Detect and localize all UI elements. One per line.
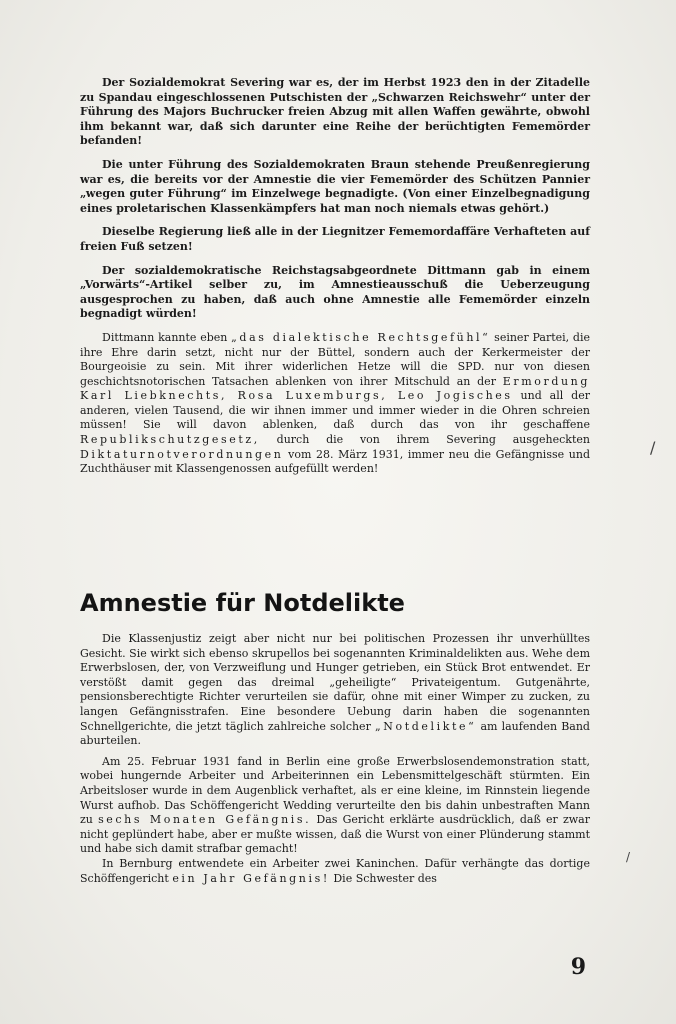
margin-mark: / [650, 438, 656, 457]
text-run: Am 25. Februar 1931 fand in Berlin eine große Erwerbslosendemonstration statt, wobei hungernde Arbeiter und Arbeiterinnen ein Lebensmittelgeschäft stürmten. Ein Arbeitsloser wurde in dem Augenblick verhaftet, als er eine kleine, im Rinnstein liegende Wurst aufhob. Das Schöffengericht Wedding verurteilte den bis dahin unbestraften Mann zu [80, 754, 590, 827]
spaced-emphasis: Republikschutzgesetz, [80, 433, 260, 447]
paragraph-braun-regierung: Die unter Führung des Sozialdemokraten Braun stehende Preußenregierung war es, die bereits vor der Amnestie die vier Fememörder des Schützen Pannier „wegen guter Führung“ im Einzelwege begnadigte. (Von einer Einzelbegnadigung eines proletarischen Klassenkämpfers hat man noch niemals etwas gehört.) [80, 157, 590, 215]
spaced-emphasis: „das dialektische Rechtsgefühl“ [231, 330, 491, 344]
text-run: und all der anderen, vielen Tausend, die wir ihnen immer und immer wieder in die Ohren schreien müssen! Sie will davon ablenken, daß durch das von ihr geschaffene [80, 389, 590, 432]
page-number: 9 [570, 954, 586, 980]
spaced-emphasis: Diktaturnotverordnungen [80, 447, 284, 461]
lower-text-section [80, 632, 590, 892]
paragraph-bernburg [80, 857, 590, 886]
text-run: seiner Partei, die ihre Ehre darin setzt, nicht nur der Büttel, sondern auch der Kerkermeister der Bourgeoisie zu sein. Mit ihrer widerlichen Hetze will die SPD. nur von diesen geschichtsnotorischen Tatsachen ablenken von ihrer Mitschuld an der [80, 330, 590, 388]
paragraph-dittmann-vorwaerts: Der sozialdemokratische Reichstagsabgeordnete Dittmann gab in einem „Vorwärts“-Artikel selber zu, im Amnestieausschuß die Ueberzeugung ausgesprochen zu haben, daß auch ohne Amnestie alle Fememörder einzeln begnadigt würden! [80, 263, 590, 321]
spaced-emphasis: Ermordung Karl Liebknechts, Rosa Luxemburgs, Leo Jogisches [80, 374, 590, 403]
spaced-emphasis: ein Jahr Gefängnis! [172, 871, 330, 885]
text-run: In Bernburg entwendete ein Arbeiter zwei Kaninchen. Dafür verhängte das dortige Schöffengericht [80, 856, 590, 885]
text-run: vom 28. März 1931, immer neu die Gefängnisse und Zuchthäuser mit Klassengenossen aufgefüllt werden! [80, 447, 590, 476]
paragraph-severing: Der Sozialdemokrat Severing war es, der im Herbst 1923 den in der Zitadelle zu Spandau eingeschlossenen Putschisten der „Schwarzen Reichswehr“ unter der Führung des Majors Buchrucker freien Abzug mit allen Waffen gewährte, obwohl ihm bekannt war, daß sich darunter eine Reihe der berüchtigten Fememörder befanden! [80, 76, 590, 148]
text-run: Dittmann kannte eben [102, 330, 232, 344]
text-run: am laufenden Band aburteilen. [80, 719, 590, 748]
text-run: Die Schwester des [329, 871, 437, 885]
text-run: durch die von ihrem Severing ausgeheckten [259, 433, 590, 447]
paragraph-dittmann-rechtsgefuehl [80, 331, 590, 477]
upper-text-section [80, 76, 590, 486]
margin-mark: / [626, 850, 631, 864]
paragraph-klassenjustiz [80, 632, 590, 749]
text-run: Die Klassenjustiz zeigt aber nicht nur bei politischen Prozessen ihr unverhülltes Gesicht. Sie wirkt sich ebenso skrupellos bei sogenannten Kriminaldelikten aus. Wehe dem Erwerbslosen, der, von Verzweiflung und Hunger getrieben, ein Stück Brot entwendet. Er verstößt damit gegen das dreimal „geheiligte“ Privateigentum. Gutgenährte, pensionsberechtigte Richter verurteilen sie dafür, ohne mit einer Wimper zu zucken, zu langen Gefängnisstrafen. Eine besondere Uebung darin haben die sogenannten Schnellgerichte, die jetzt täglich zahlreiche solcher [80, 632, 590, 733]
spaced-emphasis: „Notdelikte“ [374, 719, 477, 733]
section-heading: Amnestie für Notdelikte [80, 589, 405, 617]
text-run: Das Gericht erklärte ausdrücklich, daß er zwar nicht geplündert habe, aber er mußte wissen, daß die Wurst von einer Plünderung stammt und habe sich damit strafbar gemacht! [80, 813, 590, 856]
paragraph-liegnitz: Dieselbe Regierung ließ alle in der Liegnitzer Fememordaffäre Verhafteten auf freien Fuß setzen! [80, 225, 590, 253]
spaced-emphasis: sechs Monaten Gefängnis. [98, 813, 312, 827]
paragraph-erwerbslosendemonstration [80, 755, 590, 857]
